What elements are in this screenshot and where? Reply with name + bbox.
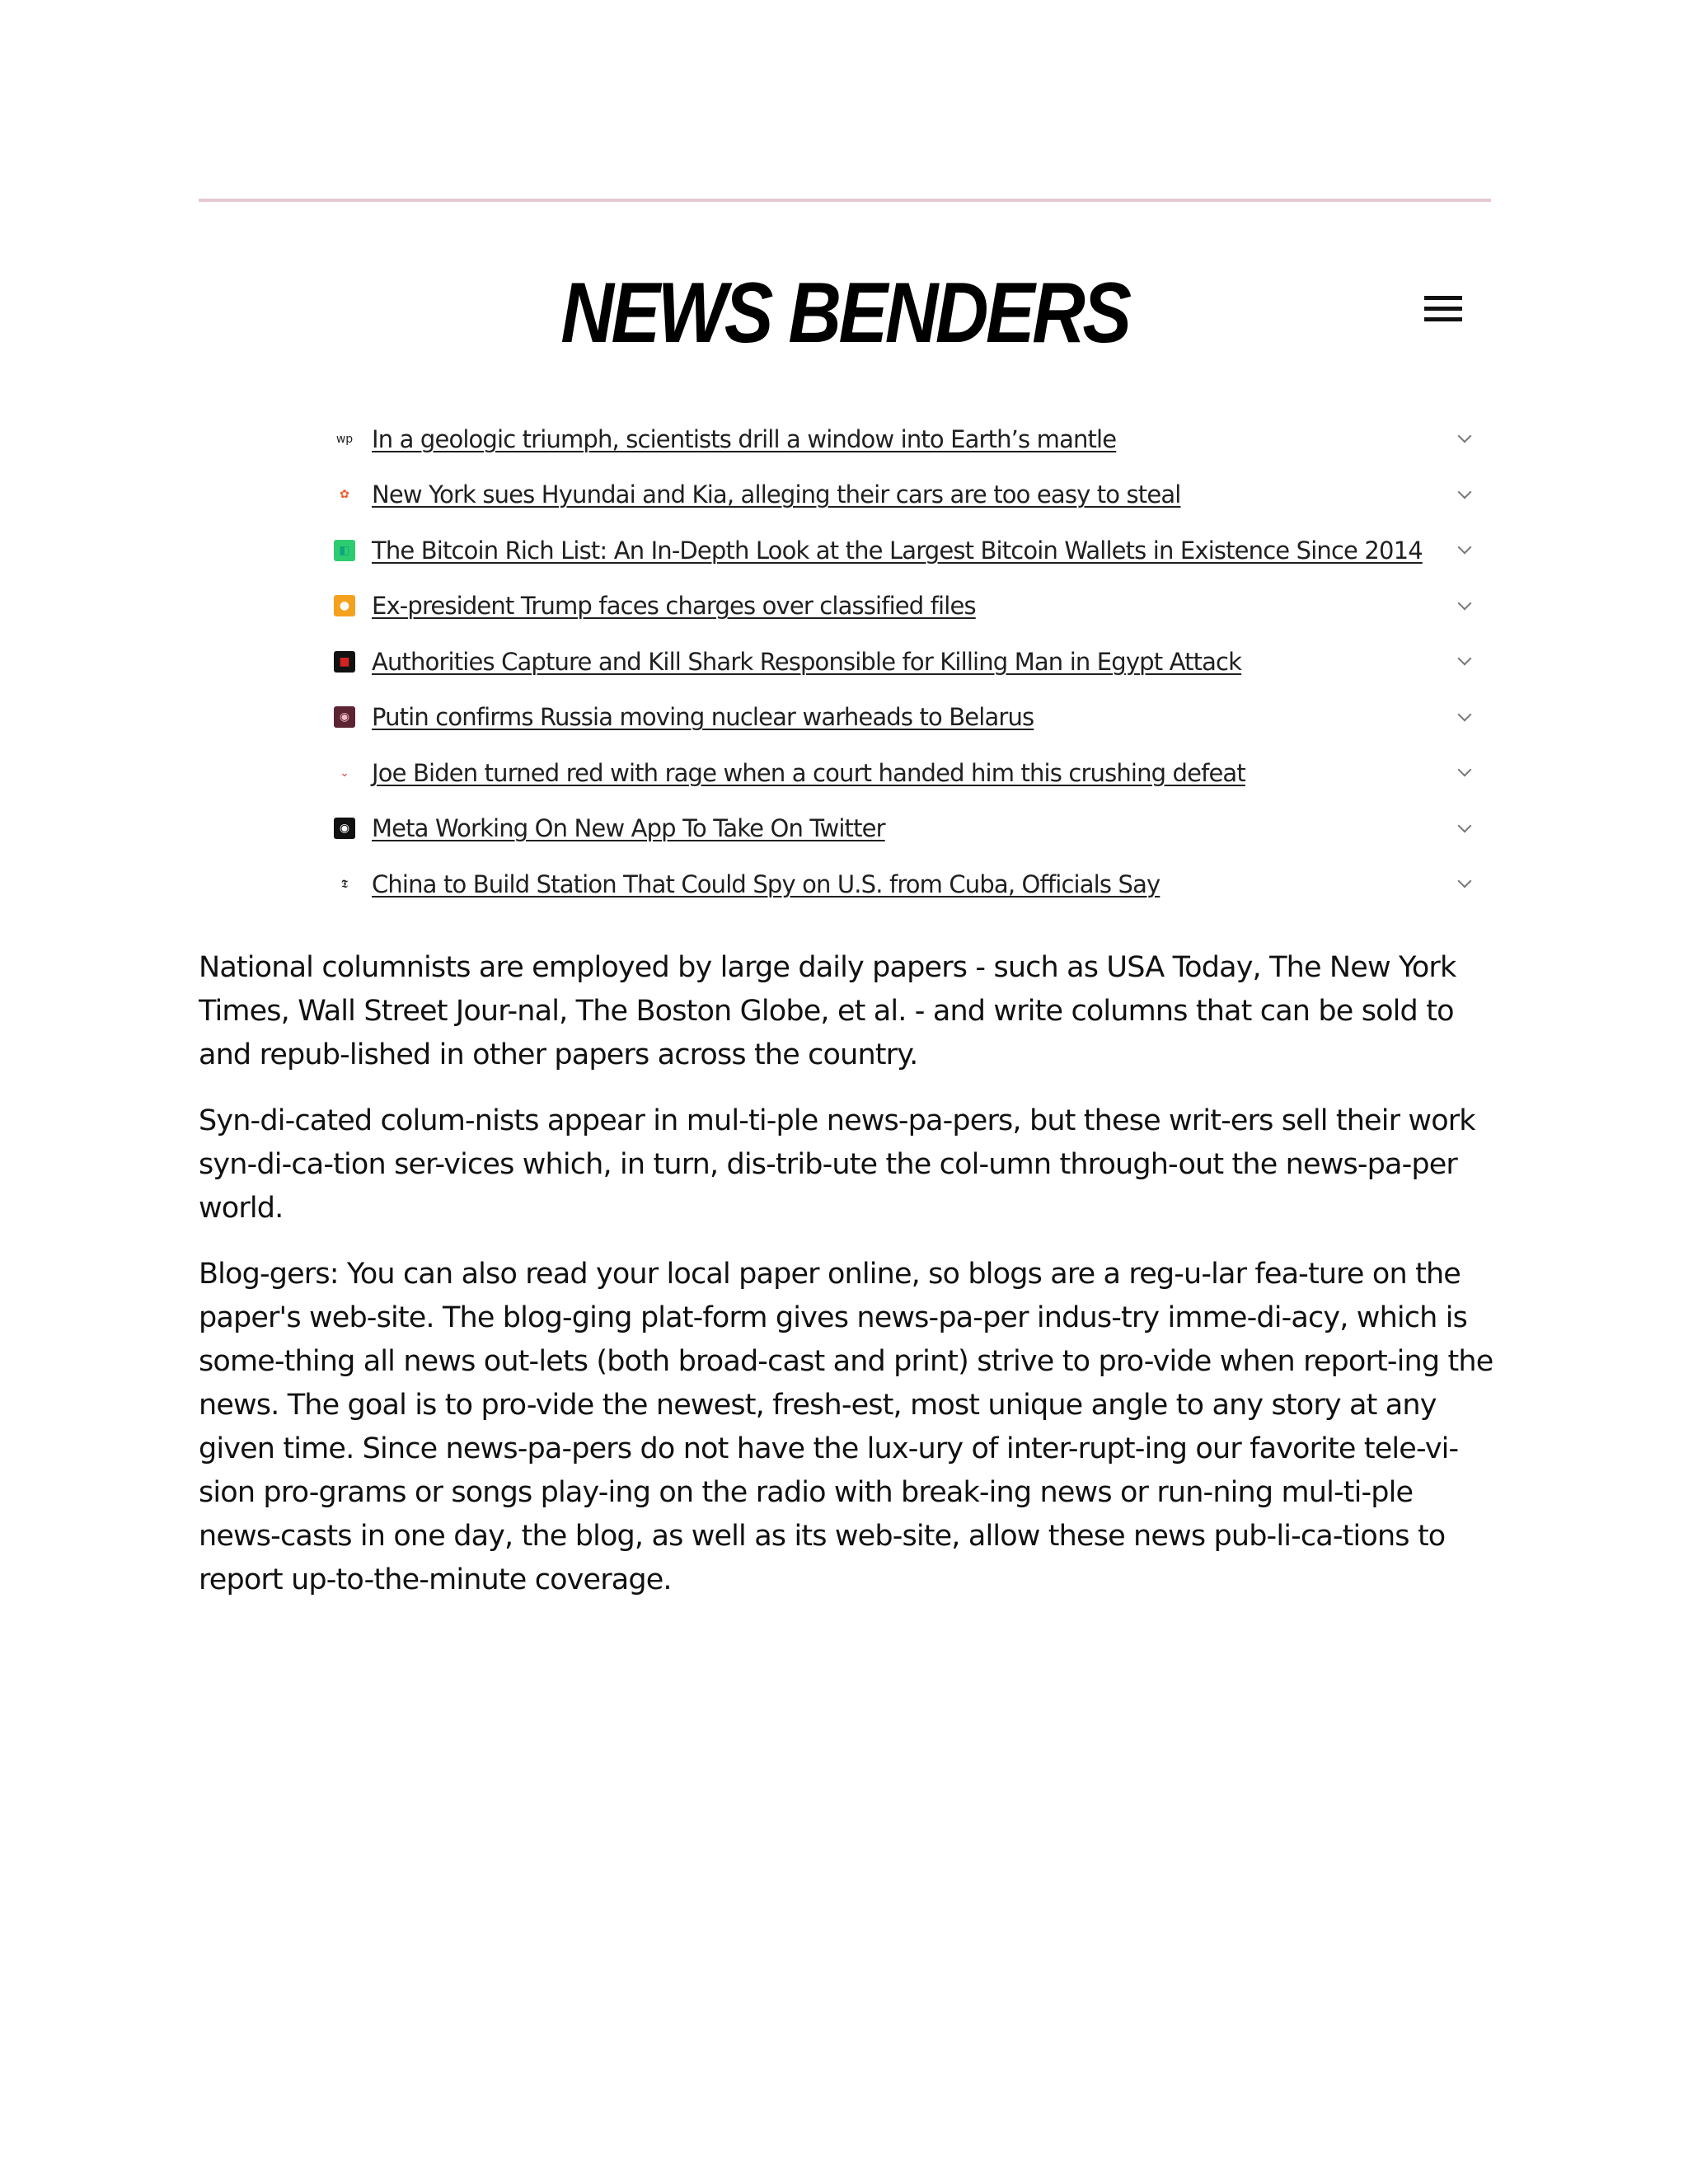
crypto-source-icon: ◧ — [334, 540, 355, 561]
site-logo: NEWS BENDERS — [560, 265, 1129, 361]
news-item[interactable] — [334, 579, 1471, 635]
chevron-down-icon[interactable] — [1458, 876, 1471, 889]
news-item[interactable] — [334, 467, 1471, 523]
chevron-down-icon[interactable] — [1458, 821, 1471, 834]
nyt-source-icon: 𝕿 — [334, 874, 355, 895]
chevron-down-icon[interactable] — [1458, 710, 1471, 723]
article-paragraph-3: Blog-gers: You can also read your local paper online, so blogs are a reg-u-lar fea-ture on the paper's web-site. The blog-ging plat-form gives news-pa-per indus-try imme-di-acy, which is some-thing all news out-lets (both broad-cast and print) strive to pro-vide when report-ing the news. The goal is to pro-vide the newest, fresh-est, most unique angle to any story at any given time. Since news-pa-pers do not have the lux-ury of inter-rupt-ing our favorite tele-vi-sion pro-grams or songs play-ing on the radio with break-ing news or run-ning mul-ti-ple news-casts in one day, the blog, as well as its web-site, allow these news pub-li-ca-tions to report up-to-the-minute coverage. — [199, 1258, 1493, 1596]
chevron-down-icon[interactable] — [1458, 487, 1471, 500]
circle-source-icon: ◉ — [334, 818, 355, 839]
news-headline-link[interactable]: Joe Biden turned red with rage when a court handed him this crushing defeat — [372, 758, 1245, 787]
wp-source-icon: wp — [334, 429, 355, 450]
chevron-down-icon[interactable] — [1458, 765, 1471, 778]
peacock-source-icon: ✿ — [334, 484, 355, 505]
news-headline-link[interactable]: In a geologic triumph, scientists drill a window into Earth’s mantle — [372, 424, 1117, 453]
news-item[interactable] — [334, 634, 1471, 690]
news-headline-link[interactable]: China to Build Station That Could Spy on U.S. from Cuba, Officials Say — [372, 869, 1160, 898]
news-headline-link[interactable]: The Bitcoin Rich List: An In-Depth Look at the Largest Bitcoin Wallets in Existence Since 2014 — [372, 536, 1423, 565]
flame-source-icon: ● — [334, 595, 355, 616]
news-item[interactable] — [334, 801, 1471, 857]
news-item[interactable] — [334, 856, 1471, 912]
article-body — [199, 946, 1501, 1624]
bird-source-icon: ⌄ — [334, 762, 355, 784]
menu-line-3 — [1424, 317, 1462, 321]
menu-line-1 — [1424, 296, 1462, 300]
top-divider — [199, 199, 1491, 202]
news-headline-link[interactable]: Ex-president Trump faces charges over classified files — [372, 592, 976, 621]
hamburger-menu-icon[interactable] — [1424, 294, 1462, 324]
article-paragraph-1: National columnists are employed by large daily papers - such as USA Today, The New York Times, Wall Street Jour-nal, The Boston Globe, et al. - and write columns that can be sold to and repub-lished in other papers across the country. — [199, 951, 1456, 1071]
portrait-source-icon: ◉ — [334, 706, 355, 728]
news-source-icon: ■ — [334, 651, 355, 673]
chevron-down-icon[interactable] — [1458, 654, 1471, 667]
news-headline-link[interactable]: Authorities Capture and Kill Shark Responsible for Killing Man in Egypt Attack — [372, 647, 1242, 676]
news-headline-link[interactable]: Putin confirms Russia moving nuclear warheads to Belarus — [372, 703, 1034, 732]
headline-list — [334, 411, 1471, 912]
news-item[interactable] — [334, 745, 1471, 801]
news-item[interactable] — [334, 523, 1471, 579]
news-item[interactable] — [334, 690, 1471, 746]
article-paragraph-2: Syn-di-cated colum-nists appear in mul-ti-ple news-pa-pers, but these writ-ers sell their work syn-di-ca-tion ser-vices which, in turn, dis-trib-ute the col-umn through-out the news-pa-per world. — [199, 1104, 1475, 1225]
chevron-down-icon[interactable] — [1458, 598, 1471, 612]
menu-line-2 — [1424, 307, 1462, 311]
news-headline-link[interactable]: Meta Working On New App To Take On Twitter — [372, 814, 885, 843]
chevron-down-icon[interactable] — [1458, 431, 1471, 444]
news-headline-link[interactable]: New York sues Hyundai and Kia, alleging their cars are too easy to steal — [372, 480, 1181, 509]
news-item[interactable] — [334, 411, 1471, 467]
chevron-down-icon[interactable] — [1458, 542, 1471, 555]
site-header — [199, 260, 1491, 367]
